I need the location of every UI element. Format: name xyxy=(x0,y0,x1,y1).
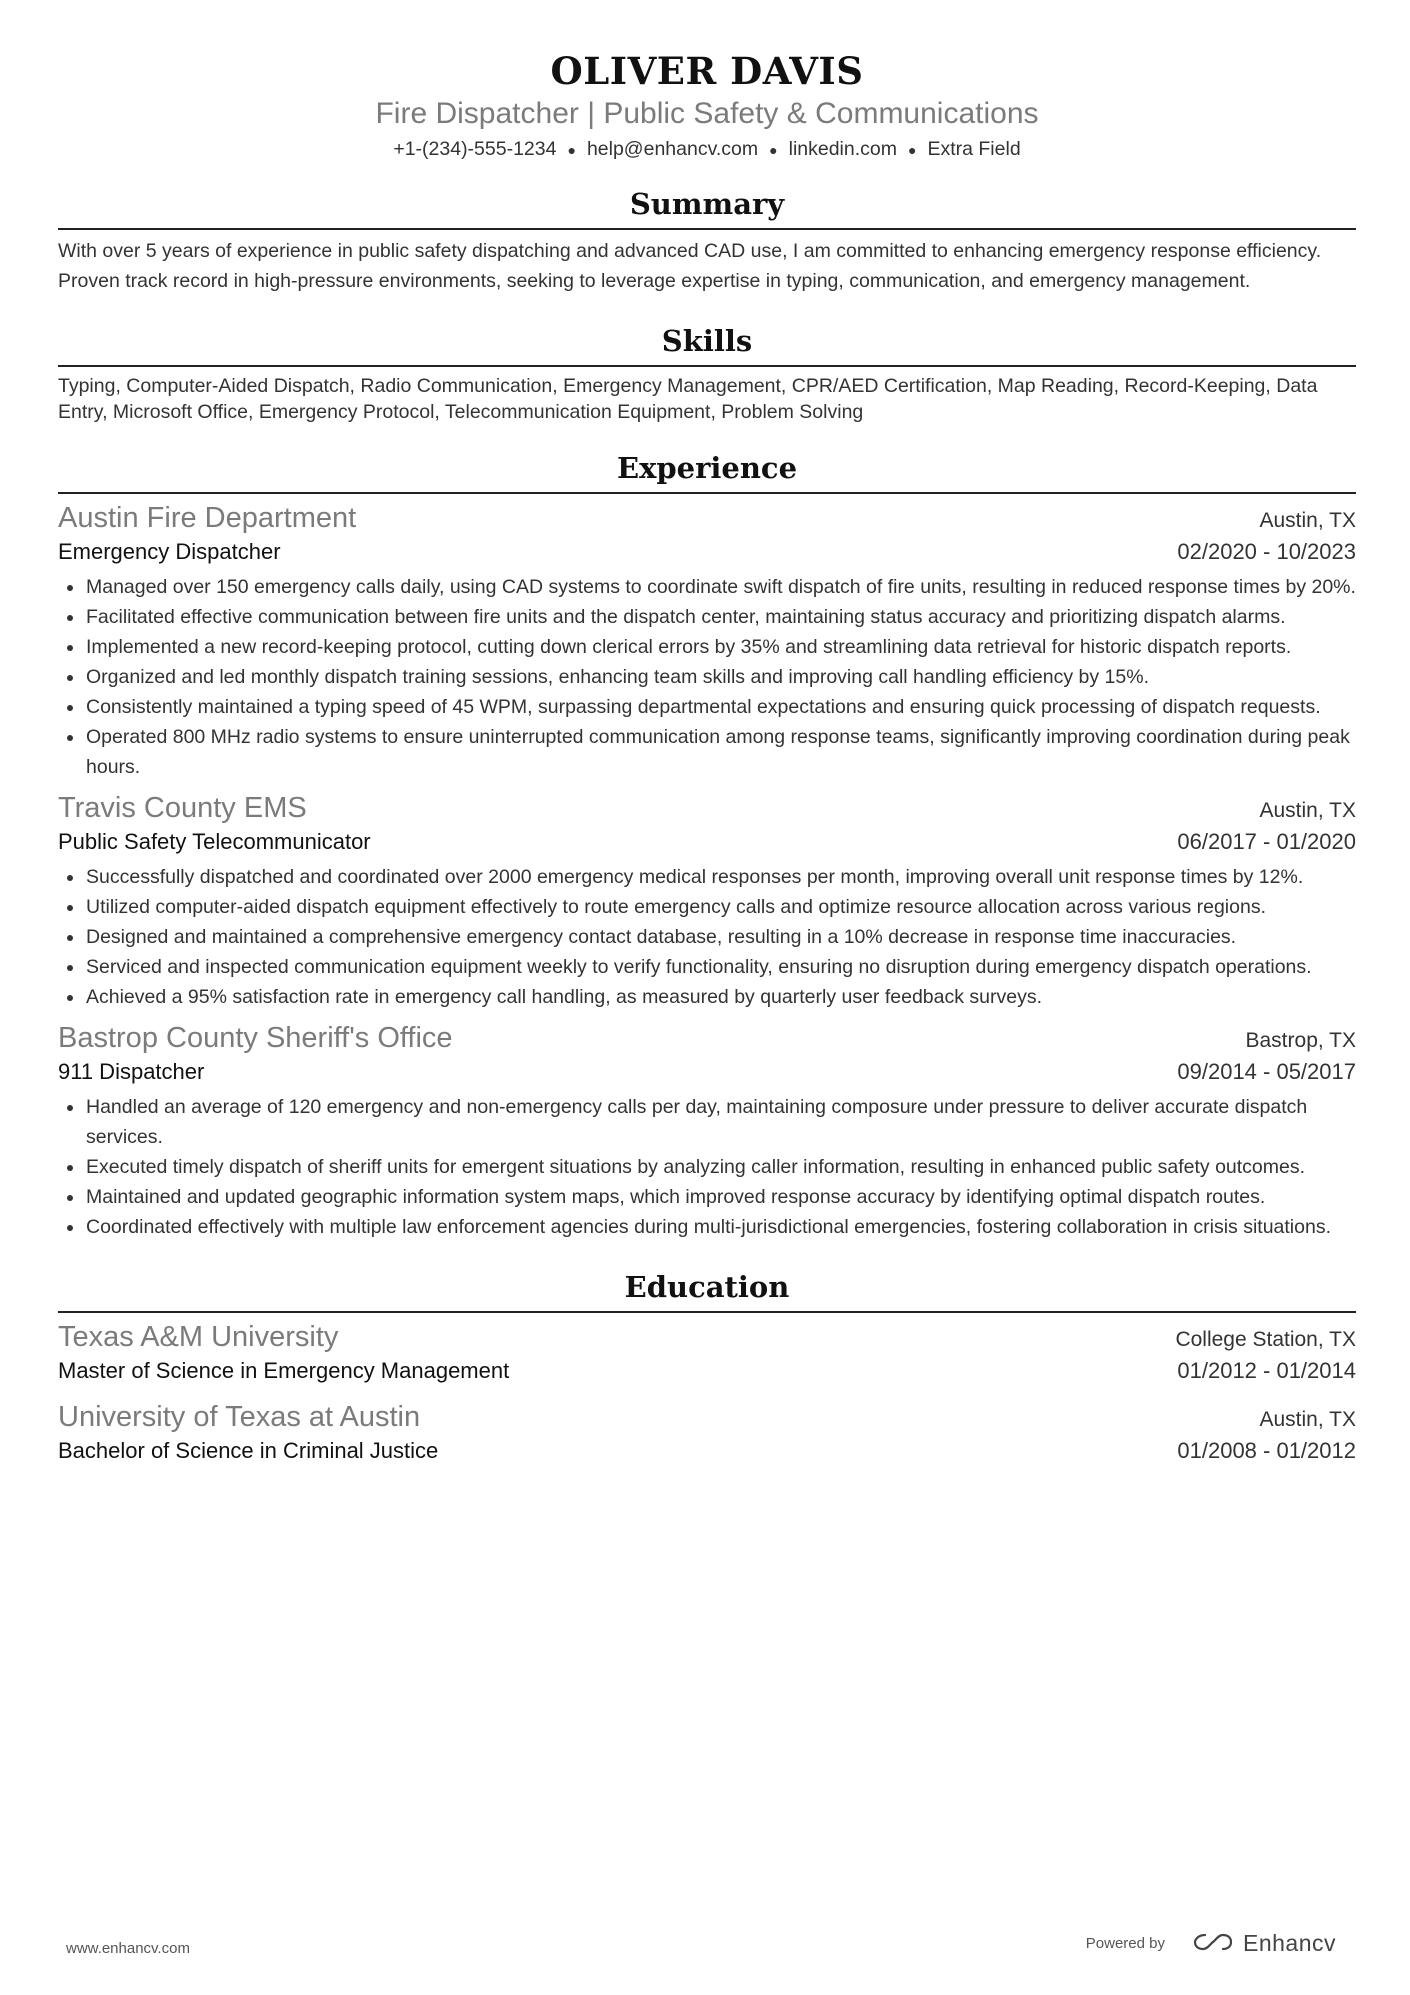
job-bullets xyxy=(58,862,1356,1012)
resume-header xyxy=(58,0,1356,163)
linkedin: linkedin.com xyxy=(788,138,897,160)
company-name: Bastrop County Sheriff's Office xyxy=(58,1021,453,1054)
skills-text: Typing, Computer-Aided Dispatch, Radio Communication, Emergency Management, CPR/AED Certification, Map Reading, Record-Keeping, Data Entry, Microsoft Office, Emergency Protocol, Telecommunication Equipment, Problem Solving xyxy=(58,374,1318,423)
resume-page xyxy=(58,0,1356,1467)
summary-section xyxy=(58,185,1356,296)
job-dates: 06/2017 - 01/2020 xyxy=(1177,828,1356,854)
job-title: Public Safety Telecommunicator xyxy=(58,828,371,854)
summary-text: With over 5 years of experience in public safety dispatching and advanced CAD use, I am committed to enhancing emergency response efficiency. Proven track record in high-pressure environments, seeking to leverage expertise in typing, communication, and emergency management. xyxy=(58,239,1322,292)
job-location: Austin, TX xyxy=(1259,508,1356,532)
experience-section xyxy=(58,449,1356,1242)
job-entry xyxy=(58,790,1356,1012)
company-name: Travis County EMS xyxy=(58,791,307,824)
skills-section xyxy=(58,322,1356,425)
bullet-item: Coordinated effectively with multiple law enforcement agencies during multi-jurisdictional emergencies, fostering collaboration in crisis situations. xyxy=(58,1212,1356,1242)
education-section xyxy=(58,1268,1356,1467)
bullet-item: Consistently maintained a typing speed of 45 WPM, surpassing departmental expectations and ensuring quick processing of dispatch requests. xyxy=(58,692,1356,722)
education-entry xyxy=(58,1399,1356,1467)
school-location: Austin, TX xyxy=(1259,1407,1356,1431)
contact-info xyxy=(58,136,1356,163)
education-dates: 01/2008 - 01/2012 xyxy=(1177,1437,1356,1463)
bullet-item: Serviced and inspected communication equipment weekly to verify functionality, ensuring no disruption during emergency dispatch operations. xyxy=(58,952,1356,982)
separator-dot: ● xyxy=(908,141,917,158)
bullet-item: Managed over 150 emergency calls daily, using CAD systems to coordinate swift dispatch of fire units, resulting in reduced response times by 20%. xyxy=(58,572,1356,602)
bullet-item: Designed and maintained a comprehensive emergency contact database, resulting in a 10% decrease in response time inaccuracies. xyxy=(58,922,1356,952)
education-dates: 01/2012 - 01/2014 xyxy=(1177,1357,1356,1383)
bullet-item: Successfully dispatched and coordinated over 2000 emergency medical responses per month, improving overall unit response times by 12%. xyxy=(58,862,1356,892)
job-dates: 09/2014 - 05/2017 xyxy=(1177,1058,1356,1084)
section-title-education: Education xyxy=(58,1268,1356,1313)
job-title: Emergency Dispatcher xyxy=(58,538,281,564)
section-title-skills: Skills xyxy=(58,322,1356,367)
bullet-item: Operated 800 MHz radio systems to ensure uninterrupted communication among response teams, significantly improving coordination during peak hours. xyxy=(58,722,1356,782)
school-location: College Station, TX xyxy=(1175,1327,1356,1351)
enhancv-logo-icon xyxy=(1191,1931,1235,1957)
bullet-item: Handled an average of 120 emergency and non-emergency calls per day, maintaining composure under pressure to deliver accurate dispatch services. xyxy=(58,1092,1356,1152)
separator-dot: ● xyxy=(769,141,778,158)
company-name: Austin Fire Department xyxy=(58,501,357,534)
bullet-item: Utilized computer-aided dispatch equipment effectively to route emergency calls and optimize resource allocation across various regions. xyxy=(58,892,1356,922)
job-entry xyxy=(58,1020,1356,1242)
phone: +1-(234)-555-1234 xyxy=(393,138,557,160)
extra-field: Extra Field xyxy=(927,138,1021,160)
school-name: Texas A&M University xyxy=(58,1320,339,1353)
job-bullets xyxy=(58,572,1356,782)
degree: Bachelor of Science in Criminal Justice xyxy=(58,1437,439,1463)
education-entry xyxy=(58,1319,1356,1387)
job-entry xyxy=(58,500,1356,782)
bullet-item: Maintained and updated geographic information system maps, which improved response accuracy by identifying optimal dispatch routes. xyxy=(58,1182,1356,1212)
school-name: University of Texas at Austin xyxy=(58,1400,421,1433)
job-title: 911 Dispatcher xyxy=(58,1058,205,1084)
job-bullets xyxy=(58,1092,1356,1242)
enhancv-brand-name: Enhancv xyxy=(1242,1930,1336,1956)
powered-by-label: Powered by xyxy=(1085,1935,1165,1952)
job-dates: 02/2020 - 10/2023 xyxy=(1177,538,1356,564)
section-title-summary: Summary xyxy=(58,185,1356,230)
footer-powered-by xyxy=(1086,1930,1336,1957)
section-title-experience: Experience xyxy=(58,449,1356,494)
bullet-item: Facilitated effective communication between fire units and the dispatch center, maintaining status accuracy and prioritizing dispatch alarms. xyxy=(58,602,1356,632)
candidate-headline: Fire Dispatcher | Public Safety & Communications xyxy=(375,97,1039,130)
job-location: Bastrop, TX xyxy=(1245,1028,1356,1052)
job-location: Austin, TX xyxy=(1259,798,1356,822)
bullet-item: Organized and led monthly dispatch training sessions, enhancing team skills and improving call handling efficiency by 15%. xyxy=(58,662,1356,692)
degree: Master of Science in Emergency Management xyxy=(58,1357,510,1383)
bullet-item: Achieved a 95% satisfaction rate in emergency call handling, as measured by quarterly user feedback surveys. xyxy=(58,982,1356,1012)
candidate-name: OLIVER DAVIS xyxy=(550,49,864,93)
footer-website[interactable]: www.enhancv.com xyxy=(66,1940,190,1957)
email: help@enhancv.com xyxy=(586,138,759,160)
bullet-item: Implemented a new record-keeping protocol, cutting down clerical errors by 35% and streamlining data retrieval for historic dispatch reports. xyxy=(58,632,1356,662)
separator-dot: ● xyxy=(567,141,576,158)
bullet-item: Executed timely dispatch of sheriff units for emergent situations by analyzing caller information, resulting in enhanced public safety outcomes. xyxy=(58,1152,1356,1182)
